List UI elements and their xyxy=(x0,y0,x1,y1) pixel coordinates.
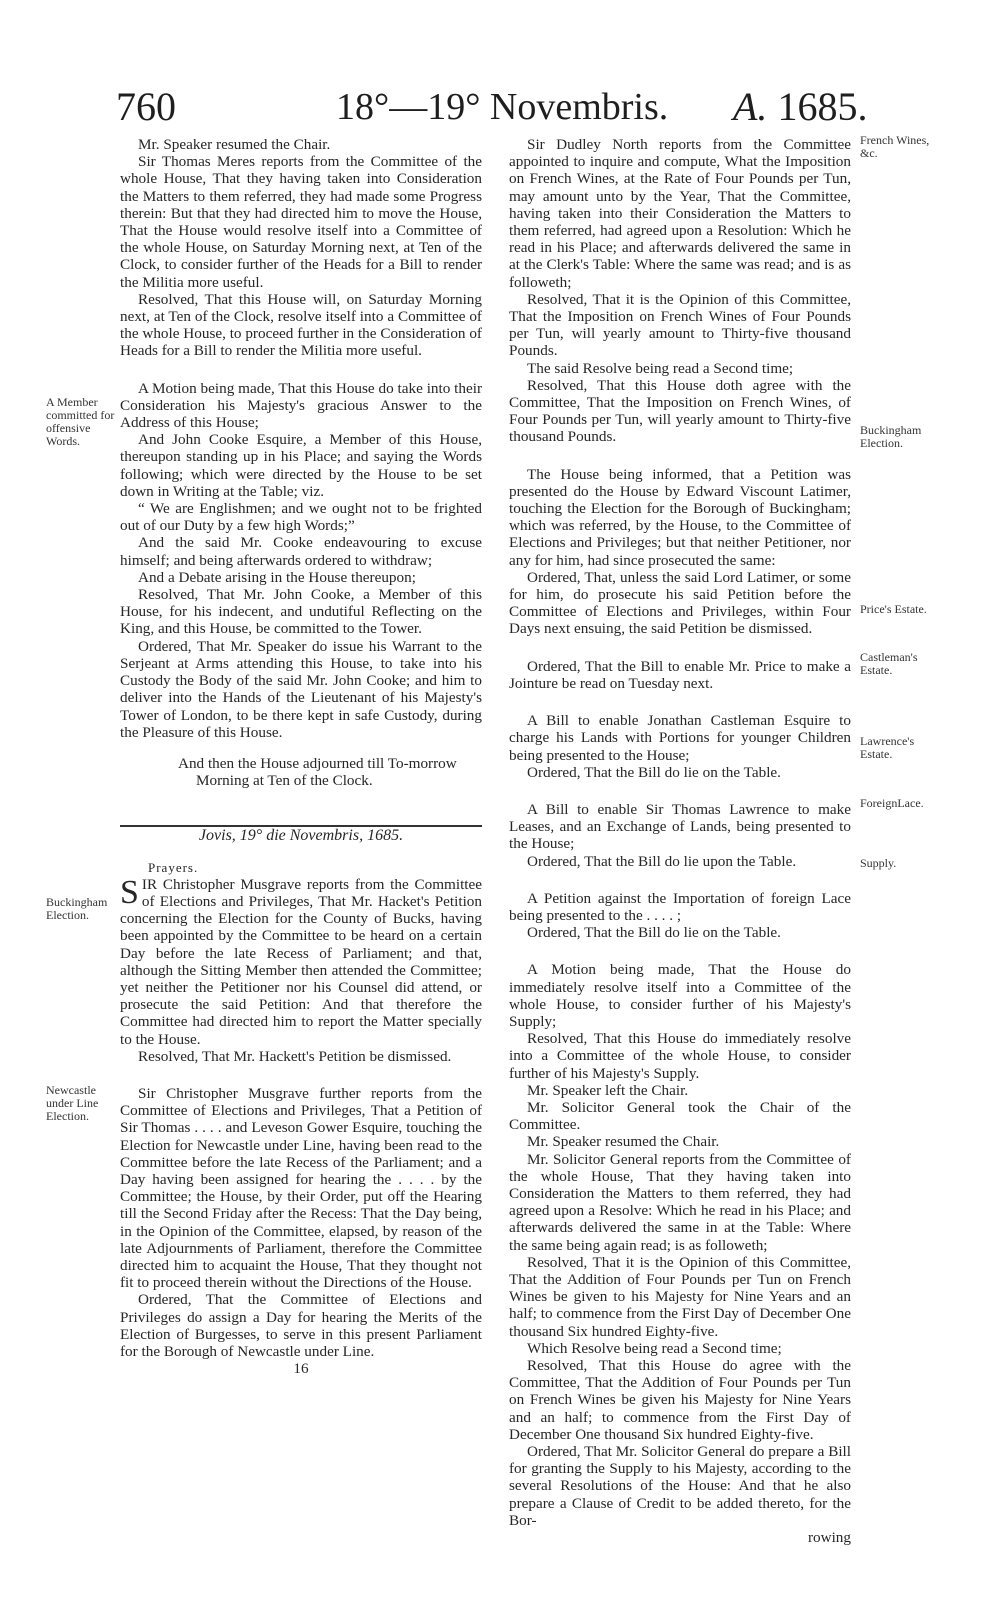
drop-cap-paragraph-text: IR Christopher Musgrave reports from the Committee of Elections and Privileges, That Mr. Hacket's Petition concerning the Election for the County of Bucks, having been appointed by the Committee to be heard on a certain Day before the late Recess of Parliament; and that, although the Sitting Member then attended the Committee; yet neither the Petitioner nor his Counsel did attend, or prosecute the said Petition: And that therefore the Committee had directed him to report the Matter specially to the House. xyxy=(120,875,482,1048)
text-paragraph: Which Resolve being read a Second time; xyxy=(527,1339,782,1357)
page-number: 760 xyxy=(116,84,176,129)
text-paragraph: Mr. Solicitor General reports from the Committee of the whole House, That they having taken into Consideration the Matters to them referred, they had agreed upon a Resolve: Which he read in his Place; and afterwards delivered the same in at the Table: Where the same being again read; is as followeth; xyxy=(509,1150,851,1254)
prayers-heading: Prayers. xyxy=(148,859,199,875)
page-date-heading: 18°—19° Novembris. xyxy=(336,86,669,128)
margin-note-castlemans-estate: Castleman's Estate. xyxy=(860,650,918,677)
text-paragraph: A Motion being made, That this House do take into their Consideration his Majesty's gracious Answer to the Address of this House; xyxy=(120,379,482,432)
text-paragraph: Mr. Speaker resumed the Chair. xyxy=(138,136,331,153)
text-paragraph: Ordered, That the Bill do lie upon the Table. xyxy=(527,852,797,870)
margin-note-lawrences-estate: Lawrence's Estate. xyxy=(860,734,915,761)
signature-mark: 16 xyxy=(293,1360,309,1378)
text-paragraph: A Bill to enable Sir Thomas Lawrence to make Leases, and an Exchange of Lands, being presented to the House; xyxy=(509,800,851,853)
adjournment-note xyxy=(120,755,482,789)
left-column xyxy=(120,136,482,1377)
text-paragraph: The House being informed, that a Petition was presented do the House by Edward Viscount Latimer, touching the Election for the Borough of Buckingham; which was referred, by the House, to the Committee of Elections and Privileges; but that neither Petitioner, nor any for him, had since prosecuted the same: xyxy=(509,465,851,569)
text-paragraph: Ordered, That the Bill to enable Mr. Price to make a Jointure be read on Tuesday next. xyxy=(509,657,851,692)
text-paragraph: Ordered, That the Committee of Elections and Privileges do assign a Day for hearing the Merits of the Election of Burgesses, to serve in this present Parliament for the Borough of Newcastle under Line. xyxy=(120,1291,482,1360)
text-paragraph: Resolved, That it is the Opinion of this Committee, That the Imposition on French Wines of Four Pounds per Tun, will yearly amount to Thirty-five thousand Pounds. xyxy=(509,290,851,360)
text-paragraph: Ordered, That the Bill do lie on the Table. xyxy=(527,924,781,942)
text-paragraph: Mr. Speaker resumed the Chair. xyxy=(527,1133,720,1151)
margin-note-french-wines: French Wines, &c. xyxy=(860,133,930,160)
margin-note-supply: Supply. xyxy=(860,856,897,870)
text-paragraph: Mr. Speaker left the Chair. xyxy=(527,1081,689,1099)
margin-note-buckingham-election: Buckingham Election. xyxy=(46,895,108,922)
adjournment-line: And then the House adjourned till To-morrow xyxy=(178,754,457,772)
margin-note-newcastle-election: Newcastle under Line Election. xyxy=(46,1083,99,1123)
text-paragraph: A Bill to enable Jonathan Castleman Esquire to charge his Lands with Portions for younger Children being presented to the House; xyxy=(509,712,851,764)
catchword: rowing xyxy=(807,1529,851,1547)
text-paragraph: Resolved, That this House do immediately resolve into a Committee of the whole House, to consider further of his Majesty's Supply. xyxy=(509,1030,851,1082)
text-paragraph: Ordered, That the Bill do lie on the Table. xyxy=(527,763,781,781)
text-paragraph: Sir Dudley North reports from the Committee appointed to inquire and compute, What the Imposition on French Wines, at the Rate of Four Pounds per Tun, may amount unto by the Year, That the Committee, having taken into their Consideration the Matters to them referred, had agreed upon a Resolution: Which he read in his Place; and afterwards delivered the same in at the Clerk's Table: Where the same was read; and is as followeth; xyxy=(509,136,851,291)
sitting-dateline: Jovis, 19° die Novembris, 1685. xyxy=(198,827,404,845)
text-paragraph: Resolved, That this House doth agree with the Committee, That the Imposition on French Wines, of Four Pounds per Tun, will yearly amount to Thirty-five thousand Pounds. xyxy=(509,376,851,446)
text-paragraph: Mr. Solicitor General took the Chair of the Committee. xyxy=(509,1098,851,1134)
text-paragraph: Resolved, That Mr. Hackett's Petition be dismissed. xyxy=(138,1047,452,1065)
text-paragraph: And John Cooke Esquire, a Member of this House, thereupon standing up in his Place; and saying the Words following; which were directed by the House to be set down in Writing at the Table; viz. xyxy=(120,431,482,500)
text-paragraph: Sir Thomas Meres reports from the Committee of the whole House, That they having taken into Consideration the Matters to them referred, they had made some Progress therein: But that they had directed him to move the House, That the House would resolve itself into a Committee of the whole House, on Saturday Morning next, at Ten of the Clock, to consider further of the Heads for a Bill to render the Militia more useful. xyxy=(120,153,482,291)
text-paragraph: The said Resolve being read a Second time; xyxy=(527,359,794,377)
year-value: 1685. xyxy=(777,84,868,129)
text-paragraph: Resolved, That this House will, on Saturday Morning next, at Ten of the Clock, resolve itself into a Committee of the whole House, to proceed further in the Consideration of Heads for a Bill to render the Militia more useful. xyxy=(120,290,482,360)
margin-note-member-committed: A Member committed for offensive Words. xyxy=(46,395,115,448)
text-paragraph: Resolved, That this House do agree with the Committee, That the Addition of Four Pounds per Tun on French Wines be given his Majesty for Nine Years and an half; to commence from the First Day of December One thousand Six hundred Eighty-five. xyxy=(509,1357,851,1443)
text-paragraph xyxy=(120,873,482,1048)
adjournment-line: Morning at Ten of the Clock. xyxy=(196,772,373,790)
right-column xyxy=(509,136,851,1546)
text-paragraph: Ordered, That Mr. Speaker do issue his Warrant to the Serjeant at Arms attending this House, to take into his Custody the Body of the said Mr. John Cooke; and him to deliver into the Hands of the Lieutenant of his Majesty's Tower of London, to be there kept in safe Custody, during the Pleasure of this House. xyxy=(120,637,482,741)
text-paragraph: And the said Mr. Cooke endeavouring to excuse himself; and being afterwards ordered to withdraw; xyxy=(120,534,482,569)
margin-note-buckingham-election: Buckingham Election. xyxy=(860,423,922,450)
text-paragraph: Sir Christopher Musgrave further reports from the Committee of Elections and Privileges, That a Petition of Sir Thomas . . . . and Leveson Gower Esquire, touching the Election for Newcastle under Line, having been read to the Committee before the late Recess of the Parliament; and a Day having been assigned for hearing the . . . . by the Committee; the House, by their Order, put off the Hearing till the Second Friday after the Recess: That the Day being, in the Opinion of the Committee, elapsed, by reason of the late Adjournments of Parliament, therefore the Committee directed him to acquaint the House, That they thought not fit to proceed therein without the Directions of the House. xyxy=(120,1084,482,1292)
text-paragraph: Resolved, That Mr. John Cooke, a Member of this House, for his indecent, and undutiful Reflecting on the King, and this House, be committed to the Tower. xyxy=(120,586,482,638)
text-paragraph: Ordered, That, unless the said Lord Latimer, or some for him, do prosecute his said Petition before the Committee of Elections and Privileges, within Four Days next ensuing, the said Petition be dismissed. xyxy=(509,568,851,638)
text-paragraph: Ordered, That Mr. Solicitor General do prepare a Bill for granting the Supply to his Majesty, according to the several Resolutions of the House: And that he also prepare a Clause of Credit to be added thereto, for the Bor- xyxy=(509,1443,851,1529)
quoted-words: “ We are Englishmen; and we ought not to be frighted out of our Duty by a few high Words;” xyxy=(120,500,482,535)
text-paragraph: A Motion being made, That the House do immediately resolve itself into a Committee of the whole House, to consider further of his Majesty's Supply; xyxy=(509,961,851,1030)
text-paragraph: A Petition against the Importation of foreign Lace being presented to the . . . . ; xyxy=(509,889,851,924)
page-year-heading xyxy=(733,80,867,134)
drop-cap: S xyxy=(120,873,139,911)
year-prefix: A. xyxy=(733,84,768,129)
margin-note-prices-estate: Price's Estate. xyxy=(860,602,927,616)
margin-note-foreign-lace: ForeignLace. xyxy=(860,796,924,810)
text-paragraph: Resolved, That it is the Opinion of this Committee, That the Addition of Four Pounds per Tun on French Wines be given to his Majesty for Nine Years and an half; to commence from the First Day of December One thousand Six hundred Eighty-five. xyxy=(509,1253,851,1340)
text-paragraph: And a Debate arising in the House thereupon; xyxy=(138,568,416,586)
